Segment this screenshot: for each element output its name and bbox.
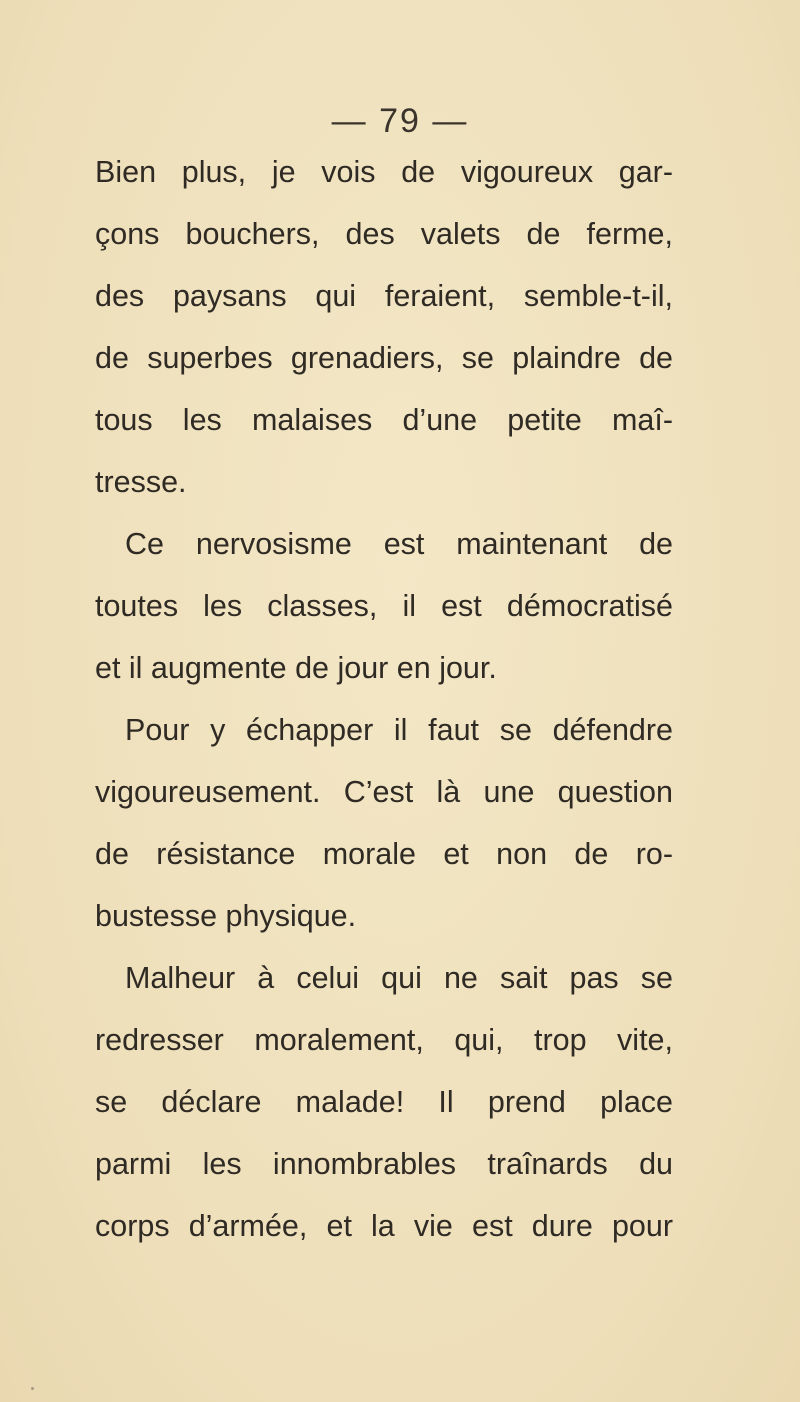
page-number: — 79 —	[331, 102, 469, 140]
text-line: corps d’armée, et la vie est dure pour	[95, 1209, 673, 1243]
text-line: çons bouchers, des valets de ferme,	[95, 217, 673, 251]
text-line: tous les malaises d’une petite maî-	[95, 403, 673, 437]
text-line: bustesse physique.	[95, 899, 357, 933]
text-line: Pour y échapper il faut se défendre	[125, 713, 673, 747]
text-line: de superbes grenadiers, se plaindre de	[95, 341, 673, 375]
text-line: de résistance morale et non de ro-	[95, 837, 673, 871]
text-line: des paysans qui feraient, semble-t-il,	[95, 279, 673, 313]
text-line: se déclare malade! Il prend place	[95, 1085, 673, 1119]
text-line: Bien plus, je vois de vigoureux gar-	[95, 155, 673, 189]
text-line: tresse.	[95, 465, 187, 499]
text-line: redresser moralement, qui, trop vite,	[95, 1023, 673, 1057]
text-line: vigoureusement. C’est là une question	[95, 775, 673, 809]
text-line: et il augmente de jour en jour.	[95, 651, 497, 685]
paper-speck	[31, 1387, 34, 1390]
text-line: toutes les classes, il est démocratisé	[95, 589, 673, 623]
text-line: parmi les innombrables traînards du	[95, 1147, 673, 1181]
body-text	[95, 141, 673, 1257]
text-line: Malheur à celui qui ne sait pas se	[125, 961, 673, 995]
text-line: Ce nervosisme est maintenant de	[125, 527, 673, 561]
